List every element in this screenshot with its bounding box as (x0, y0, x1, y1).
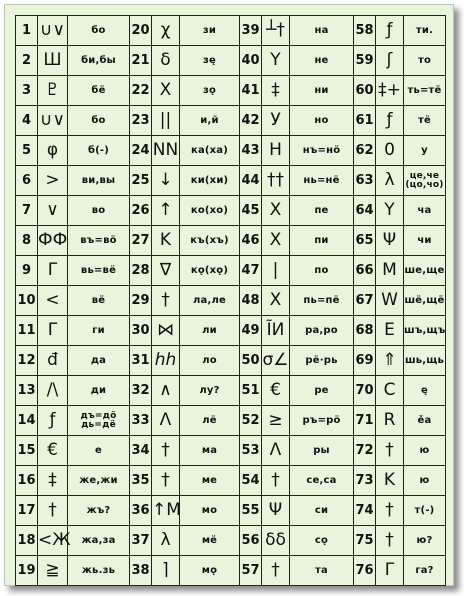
sign-number: 19 (16, 556, 38, 586)
glagolitic-sign: đ (38, 346, 68, 376)
glagolitic-sign: H (262, 136, 290, 166)
table-row (16, 556, 446, 586)
sound-value: зǫ (180, 76, 240, 106)
glagolitic-sign: E (376, 316, 404, 346)
table-row (16, 376, 446, 406)
sign-number: 63 (354, 166, 376, 196)
sign-number: 18 (16, 526, 38, 556)
sound-value: къ(хъ) (180, 226, 240, 256)
glagolitic-sign: ↓ (152, 166, 180, 196)
glagolitic-sign: φ (38, 136, 68, 166)
table-row (16, 46, 446, 76)
sound-value: бо (68, 106, 130, 136)
sound-value: ки(хи) (180, 166, 240, 196)
glagolitic-sign: ∪∨ (38, 16, 68, 46)
table-row (16, 406, 446, 436)
glagolitic-sign: ┴† (262, 16, 290, 46)
sound-value: та (290, 556, 354, 586)
sign-number: 76 (354, 556, 376, 586)
sign-number: 21 (130, 46, 152, 76)
sound-value: сǫ (290, 526, 354, 556)
sign-number: 22 (130, 76, 152, 106)
sign-number: 20 (130, 16, 152, 46)
sign-number: 3 (16, 76, 38, 106)
table-row (16, 316, 446, 346)
sign-number: 10 (16, 286, 38, 316)
sign-number: 27 (130, 226, 152, 256)
table-row (16, 166, 446, 196)
glagolitic-sign: || (152, 106, 180, 136)
sound-value: ше,ще (404, 256, 446, 286)
sound-value: пи (290, 226, 354, 256)
sound-value: мо (180, 496, 240, 526)
sound-value: да (68, 346, 130, 376)
glagolitic-sign: > (38, 166, 68, 196)
sign-number: 5 (16, 136, 38, 166)
sign-number: 68 (354, 316, 376, 346)
sign-number: 24 (130, 136, 152, 166)
glagolitic-sign: ФФ (38, 226, 68, 256)
sign-table (15, 15, 446, 586)
sign-number: 29 (130, 286, 152, 316)
glagolitic-sign: У (262, 106, 290, 136)
sign-number: 51 (240, 376, 262, 406)
sign-number: 1 (16, 16, 38, 46)
table-row (16, 226, 446, 256)
glagolitic-sign: | (262, 256, 290, 286)
table-row (16, 196, 446, 226)
sign-number: 52 (240, 406, 262, 436)
glagolitic-sign: 0 (376, 136, 404, 166)
glagolitic-sign: X (262, 226, 290, 256)
glagolitic-sign: † (38, 496, 68, 526)
sound-value: жа,за (68, 526, 130, 556)
sound-value: ма (180, 436, 240, 466)
sign-number: 23 (130, 106, 152, 136)
sound-value: тё (404, 106, 446, 136)
glagolitic-sign: ↑ (152, 196, 180, 226)
glagolitic-sign: Ψ (262, 496, 290, 526)
sound-value: ю (404, 436, 446, 466)
sound-value: ко(хо) (180, 196, 240, 226)
sign-number: 74 (354, 496, 376, 526)
sound-value: б(-) (68, 136, 130, 166)
glagolitic-sign: † (262, 556, 290, 586)
sound-value: жъ? (68, 496, 130, 526)
table-frame (4, 4, 454, 586)
glagolitic-sign: Γ (38, 256, 68, 286)
sound-value: пе (290, 196, 354, 226)
sound-value: жь.зь (68, 556, 130, 586)
table-row (16, 496, 446, 526)
sign-number: 4 (16, 106, 38, 136)
sign-number: 9 (16, 256, 38, 286)
sound-value: т(-) (404, 496, 446, 526)
sign-number: 65 (354, 226, 376, 256)
sound-value: зи (180, 16, 240, 46)
sound-value: рё·рь (290, 346, 354, 376)
sign-number: 39 (240, 16, 262, 46)
sound-value: ть=тё (404, 76, 446, 106)
sign-number: 33 (130, 406, 152, 436)
glagolitic-sign: ‡+ (376, 76, 404, 106)
glagolitic-sign: Γ (376, 556, 404, 586)
sign-number: 8 (16, 226, 38, 256)
glagolitic-sign: ⋈ (152, 316, 180, 346)
glagolitic-sign: < (38, 286, 68, 316)
glagolitic-sign: X (262, 196, 290, 226)
sound-value: ра,ро (290, 316, 354, 346)
table-row (16, 76, 446, 106)
sign-number: 75 (354, 526, 376, 556)
glagolitic-sign: /\ (38, 376, 68, 406)
sign-number: 46 (240, 226, 262, 256)
sound-value: пь=пё (290, 286, 354, 316)
sound-value: вё (68, 286, 130, 316)
sound-value: шъ,щъ (404, 316, 446, 346)
sound-value: ре (290, 376, 354, 406)
sound-value: шё,щё (404, 286, 446, 316)
sound-value: въ=вӧ (68, 226, 130, 256)
sign-number: 54 (240, 466, 262, 496)
sign-number: 6 (16, 166, 38, 196)
sound-value: чи (404, 226, 446, 256)
glagolitic-sign: † (152, 286, 180, 316)
glagolitic-sign: R (376, 406, 404, 436)
glagolitic-sign: C (376, 376, 404, 406)
sound-value: га? (404, 556, 446, 586)
sign-number: 14 (16, 406, 38, 436)
sound-value: ги (68, 316, 130, 346)
sound-value: мё (180, 526, 240, 556)
sign-number: 50 (240, 346, 262, 376)
glagolitic-sign: ℎℎ (152, 346, 180, 376)
glagolitic-sign: † (376, 496, 404, 526)
sound-value: си (290, 496, 354, 526)
sign-number: 55 (240, 496, 262, 526)
sound-value: мǫ (180, 556, 240, 586)
sign-number: 16 (16, 466, 38, 496)
sign-number: 48 (240, 286, 262, 316)
sound-value: лё (180, 406, 240, 436)
table-row (16, 106, 446, 136)
sign-number: 15 (16, 436, 38, 466)
glagolitic-sign: € (262, 376, 290, 406)
glagolitic-sign: ‡ (262, 76, 290, 106)
sign-number: 12 (16, 346, 38, 376)
sound-value: це,че (цо,чо) (404, 166, 446, 196)
glagolitic-sign: <Ж (38, 526, 68, 556)
sign-number: 72 (354, 436, 376, 466)
glagolitic-sign: † (376, 526, 404, 556)
sound-value: ěa (404, 406, 446, 436)
sign-number: 71 (354, 406, 376, 436)
glagolitic-sign: Γ (38, 316, 68, 346)
glagolitic-sign: ⌉ (152, 556, 180, 586)
sign-number: 45 (240, 196, 262, 226)
sign-number: 64 (354, 196, 376, 226)
sign-number: 70 (354, 376, 376, 406)
glagolitic-sign: ∨ (38, 196, 68, 226)
glagolitic-sign: λ (376, 166, 404, 196)
sign-number: 31 (130, 346, 152, 376)
table-row (16, 286, 446, 316)
sound-value: на (290, 16, 354, 46)
glagolitic-sign: † (152, 436, 180, 466)
table-row (16, 256, 446, 286)
glagolitic-sign: †† (262, 166, 290, 196)
sound-value: у (404, 136, 446, 166)
sound-value: би,бы (68, 46, 130, 76)
glagolitic-sign: Λ (262, 436, 290, 466)
sign-number: 66 (354, 256, 376, 286)
sign-number: 42 (240, 106, 262, 136)
sign-number: 13 (16, 376, 38, 406)
sound-value: и,й (180, 106, 240, 136)
sound-value: но (290, 106, 354, 136)
glagolitic-sign: ≧ (38, 556, 68, 586)
sign-number: 62 (354, 136, 376, 166)
table-row (16, 526, 446, 556)
glagolitic-sign: ♇ (38, 76, 68, 106)
glagolitic-sign: δ (152, 46, 180, 76)
sign-number: 7 (16, 196, 38, 226)
glagolitic-sign: ↑M (152, 496, 180, 526)
sign-number: 67 (354, 286, 376, 316)
sign-number: 32 (130, 376, 152, 406)
sound-value: дъ=дӧ дь=дё (68, 406, 130, 436)
sign-number: 47 (240, 256, 262, 286)
sign-number: 28 (130, 256, 152, 286)
sound-value: ло (180, 346, 240, 376)
sound-value: ю? (404, 526, 446, 556)
glagolitic-sign: ƒ (376, 16, 404, 46)
sound-value: бо (68, 16, 130, 46)
sign-number: 2 (16, 46, 38, 76)
sound-value: вь=вё (68, 256, 130, 286)
sound-value: по (290, 256, 354, 286)
sound-value: ю (404, 466, 446, 496)
glagolitic-sign: K (376, 466, 404, 496)
sign-number: 58 (354, 16, 376, 46)
table-row (16, 436, 446, 466)
glagolitic-sign: ƒ (38, 406, 68, 436)
sign-number: 11 (16, 316, 38, 346)
sign-number: 61 (354, 106, 376, 136)
sign-number: 44 (240, 166, 262, 196)
sound-value: ка(ха) (180, 136, 240, 166)
sign-number: 37 (130, 526, 152, 556)
sign-number: 26 (130, 196, 152, 226)
sound-value: же,жи (68, 466, 130, 496)
sound-value: во (68, 196, 130, 226)
glagolitic-sign: X (262, 286, 290, 316)
sound-value: ча (404, 196, 446, 226)
sound-value: ры (290, 436, 354, 466)
sound-value: се,са (290, 466, 354, 496)
sound-value: ни (290, 76, 354, 106)
sound-value: ръ=рӧ (290, 406, 354, 436)
sound-value: ли (180, 316, 240, 346)
sign-number: 49 (240, 316, 262, 346)
glagolitic-sign: † (152, 466, 180, 496)
glagolitic-sign: ʃ (376, 46, 404, 76)
glagolitic-sign: W (376, 286, 404, 316)
sound-value: ди (68, 376, 130, 406)
glagolitic-sign: Ш (38, 46, 68, 76)
glagolitic-sign: € (38, 436, 68, 466)
glagolitic-sign: σ∠ (262, 346, 290, 376)
sound-value: то (404, 46, 446, 76)
sound-value: е (68, 436, 130, 466)
glagolitic-sign: ≥ (262, 406, 290, 436)
sign-number: 59 (354, 46, 376, 76)
sign-number: 25 (130, 166, 152, 196)
sign-number: 60 (354, 76, 376, 106)
glagolitic-sign: δδ (262, 526, 290, 556)
glagolitic-sign: ‡ (38, 466, 68, 496)
table-row (16, 136, 446, 166)
sign-number: 53 (240, 436, 262, 466)
sign-number: 36 (130, 496, 152, 526)
sign-number: 40 (240, 46, 262, 76)
glagolitic-sign: M (376, 256, 404, 286)
glagolitic-sign: Ψ (376, 226, 404, 256)
sound-value: зę (180, 46, 240, 76)
sound-value: ме (180, 466, 240, 496)
glagolitic-sign: ∇ (152, 256, 180, 286)
sound-value: нъ=нӧ (290, 136, 354, 166)
sound-value: бё (68, 76, 130, 106)
sign-number: 35 (130, 466, 152, 496)
glagolitic-sign: ƒ (376, 106, 404, 136)
sound-value: нь=нё (290, 166, 354, 196)
sign-number: 41 (240, 76, 262, 106)
sign-number: 73 (354, 466, 376, 496)
sound-value: лу? (180, 376, 240, 406)
table-row (16, 466, 446, 496)
sound-value: ę (404, 376, 446, 406)
table-row (16, 16, 446, 46)
sign-number: 30 (130, 316, 152, 346)
glagolitic-sign: χ (152, 16, 180, 46)
glagolitic-sign: ⇑ (376, 346, 404, 376)
sound-value: ви,вы (68, 166, 130, 196)
sign-number: 56 (240, 526, 262, 556)
glagolitic-sign: X (152, 76, 180, 106)
glagolitic-sign: ∪∨ (38, 106, 68, 136)
glagolitic-sign: K (152, 226, 180, 256)
glagolitic-sign: ĨИ (262, 316, 290, 346)
sound-value: шь,щь (404, 346, 446, 376)
glagolitic-sign: Λ (152, 406, 180, 436)
glagolitic-sign: † (376, 436, 404, 466)
sign-number: 43 (240, 136, 262, 166)
glagolitic-sign: ∧ (152, 376, 180, 406)
sign-number: 69 (354, 346, 376, 376)
sound-value: ти. (404, 16, 446, 46)
sign-number: 17 (16, 496, 38, 526)
table-row (16, 346, 446, 376)
glagolitic-sign: λ (152, 526, 180, 556)
sign-number: 38 (130, 556, 152, 586)
sign-number: 57 (240, 556, 262, 586)
glagolitic-sign: † (262, 466, 290, 496)
sound-value: не (290, 46, 354, 76)
glagolitic-sign: Y (262, 46, 290, 76)
glagolitic-sign: NN (152, 136, 180, 166)
sound-value: кǫ(хǫ) (180, 256, 240, 286)
glagolitic-sign: Y (376, 196, 404, 226)
sound-value: ла,ле (180, 286, 240, 316)
sign-number: 34 (130, 436, 152, 466)
